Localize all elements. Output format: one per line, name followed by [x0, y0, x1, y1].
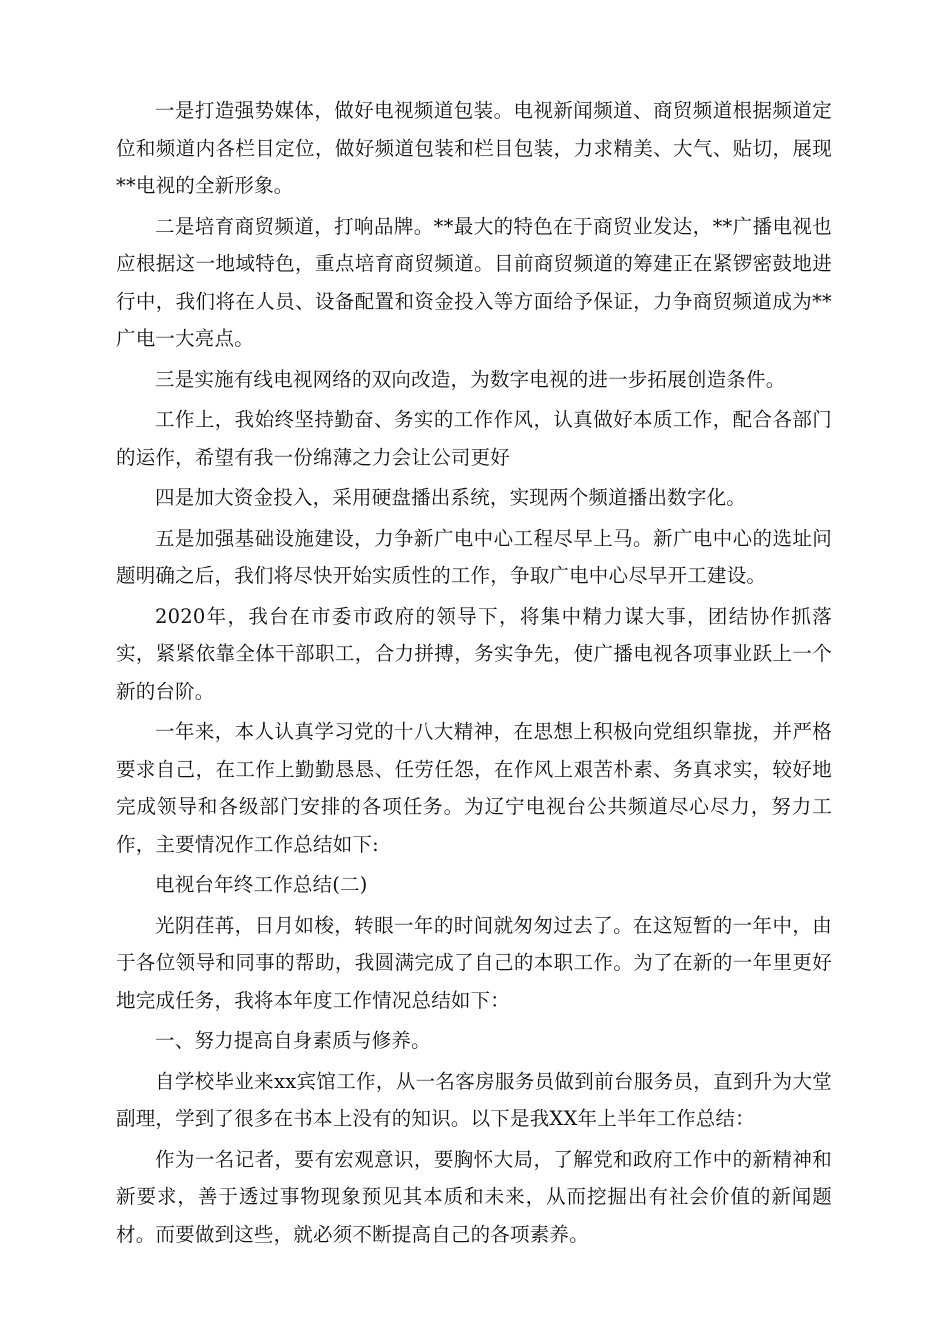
paragraph-10: 光阴荏苒，日月如梭，转眼一年的时间就匆匆过去了。在这短暂的一年中，由于各位领导和同事的帮助，我圆满完成了自己的本职工作。为了在新的一年里更好地完成任务，我将本年度工作情况总结如下： — [116, 913, 832, 1012]
paragraph-13: 作为一名记者，要有宏观意识，要胸怀大局，了解党和政府工作中的新精神和新要求，善于透过事物现象预见其本质和未来，从而挖掘出有社会价值的新闻题材。而要做到这些，就必须不断提高自己的各项素养。 — [116, 1147, 832, 1246]
paragraph-11: 一、努力提高自身素质与修养。 — [155, 1029, 431, 1052]
document-page — [116, 92, 832, 1256]
paragraph-7: 2020年，我台在市委市政府的领导下，将集中精力谋大事，团结协作抓落实，紧紧依靠全体干部职工，合力拼搏，务实争先，使广播电视各项事业跃上一个新的台阶。 — [116, 604, 832, 703]
paragraph-3: 三是实施有线电视网络的双向改造，为数字电视的进一步拓展创造条件。 — [155, 367, 786, 391]
section-heading: 电视台年终工作总结(二) — [155, 873, 368, 896]
paragraph-12: 自学校毕业来xx宾馆工作，从一名客房服务员做到前台服务员，直到升为大堂副理，学到了很多在书本上没有的知识。以下是我XX年上半年工作总结： — [116, 1069, 832, 1130]
paragraph-1: 一是打造强势媒体，做好电视频道包装。电视新闻频道、商贸频道根据频道定位和频道内各栏目定位，做好频道包装和栏目包装，力求精美、大气、贴切，展现**电视的全新形象。 — [116, 99, 832, 197]
paragraph-4: 工作上，我始终坚持勤奋、务实的工作作风，认真做好本质工作，配合各部门的运作，希望有我一份绵薄之力会让公司更好 — [116, 408, 832, 469]
paragraph-5: 四是加大资金投入，采用硬盘播出系统，实现两个频道播出数字化。 — [155, 486, 747, 509]
paragraph-8: 一年来，本人认真学习党的十八大精神，在思想上积极向党组织靠拢，并严格要求自己，在工作上勤勤恳恳、任劳任怨，在作风上艰苦朴素、务真求实，较好地完成领导和各级部门安排的各项任务。为辽宁电视台公共频道尽心尽力，努力工作，主要情况作工作总结如下: — [116, 720, 832, 856]
paragraph-2: 二是培育商贸频道，打响品牌。**最大的特色在于商贸业发达，**广播电视也应根据这一地域特色，重点培育商贸频道。目前商贸频道的筹建正在紧锣密鼓地进行中，我们将在人员、设备配置和资金投入等方面给予保证，力争商贸频道成为**广电一大亮点。 — [116, 214, 832, 350]
paragraph-6: 五是加强基础设施建设，力争新广电中心工程尽早上马。新广电中心的选址问题明确之后，我们将尽快开始实质性的工作，争取广电中心尽早开工建设。 — [116, 526, 832, 587]
